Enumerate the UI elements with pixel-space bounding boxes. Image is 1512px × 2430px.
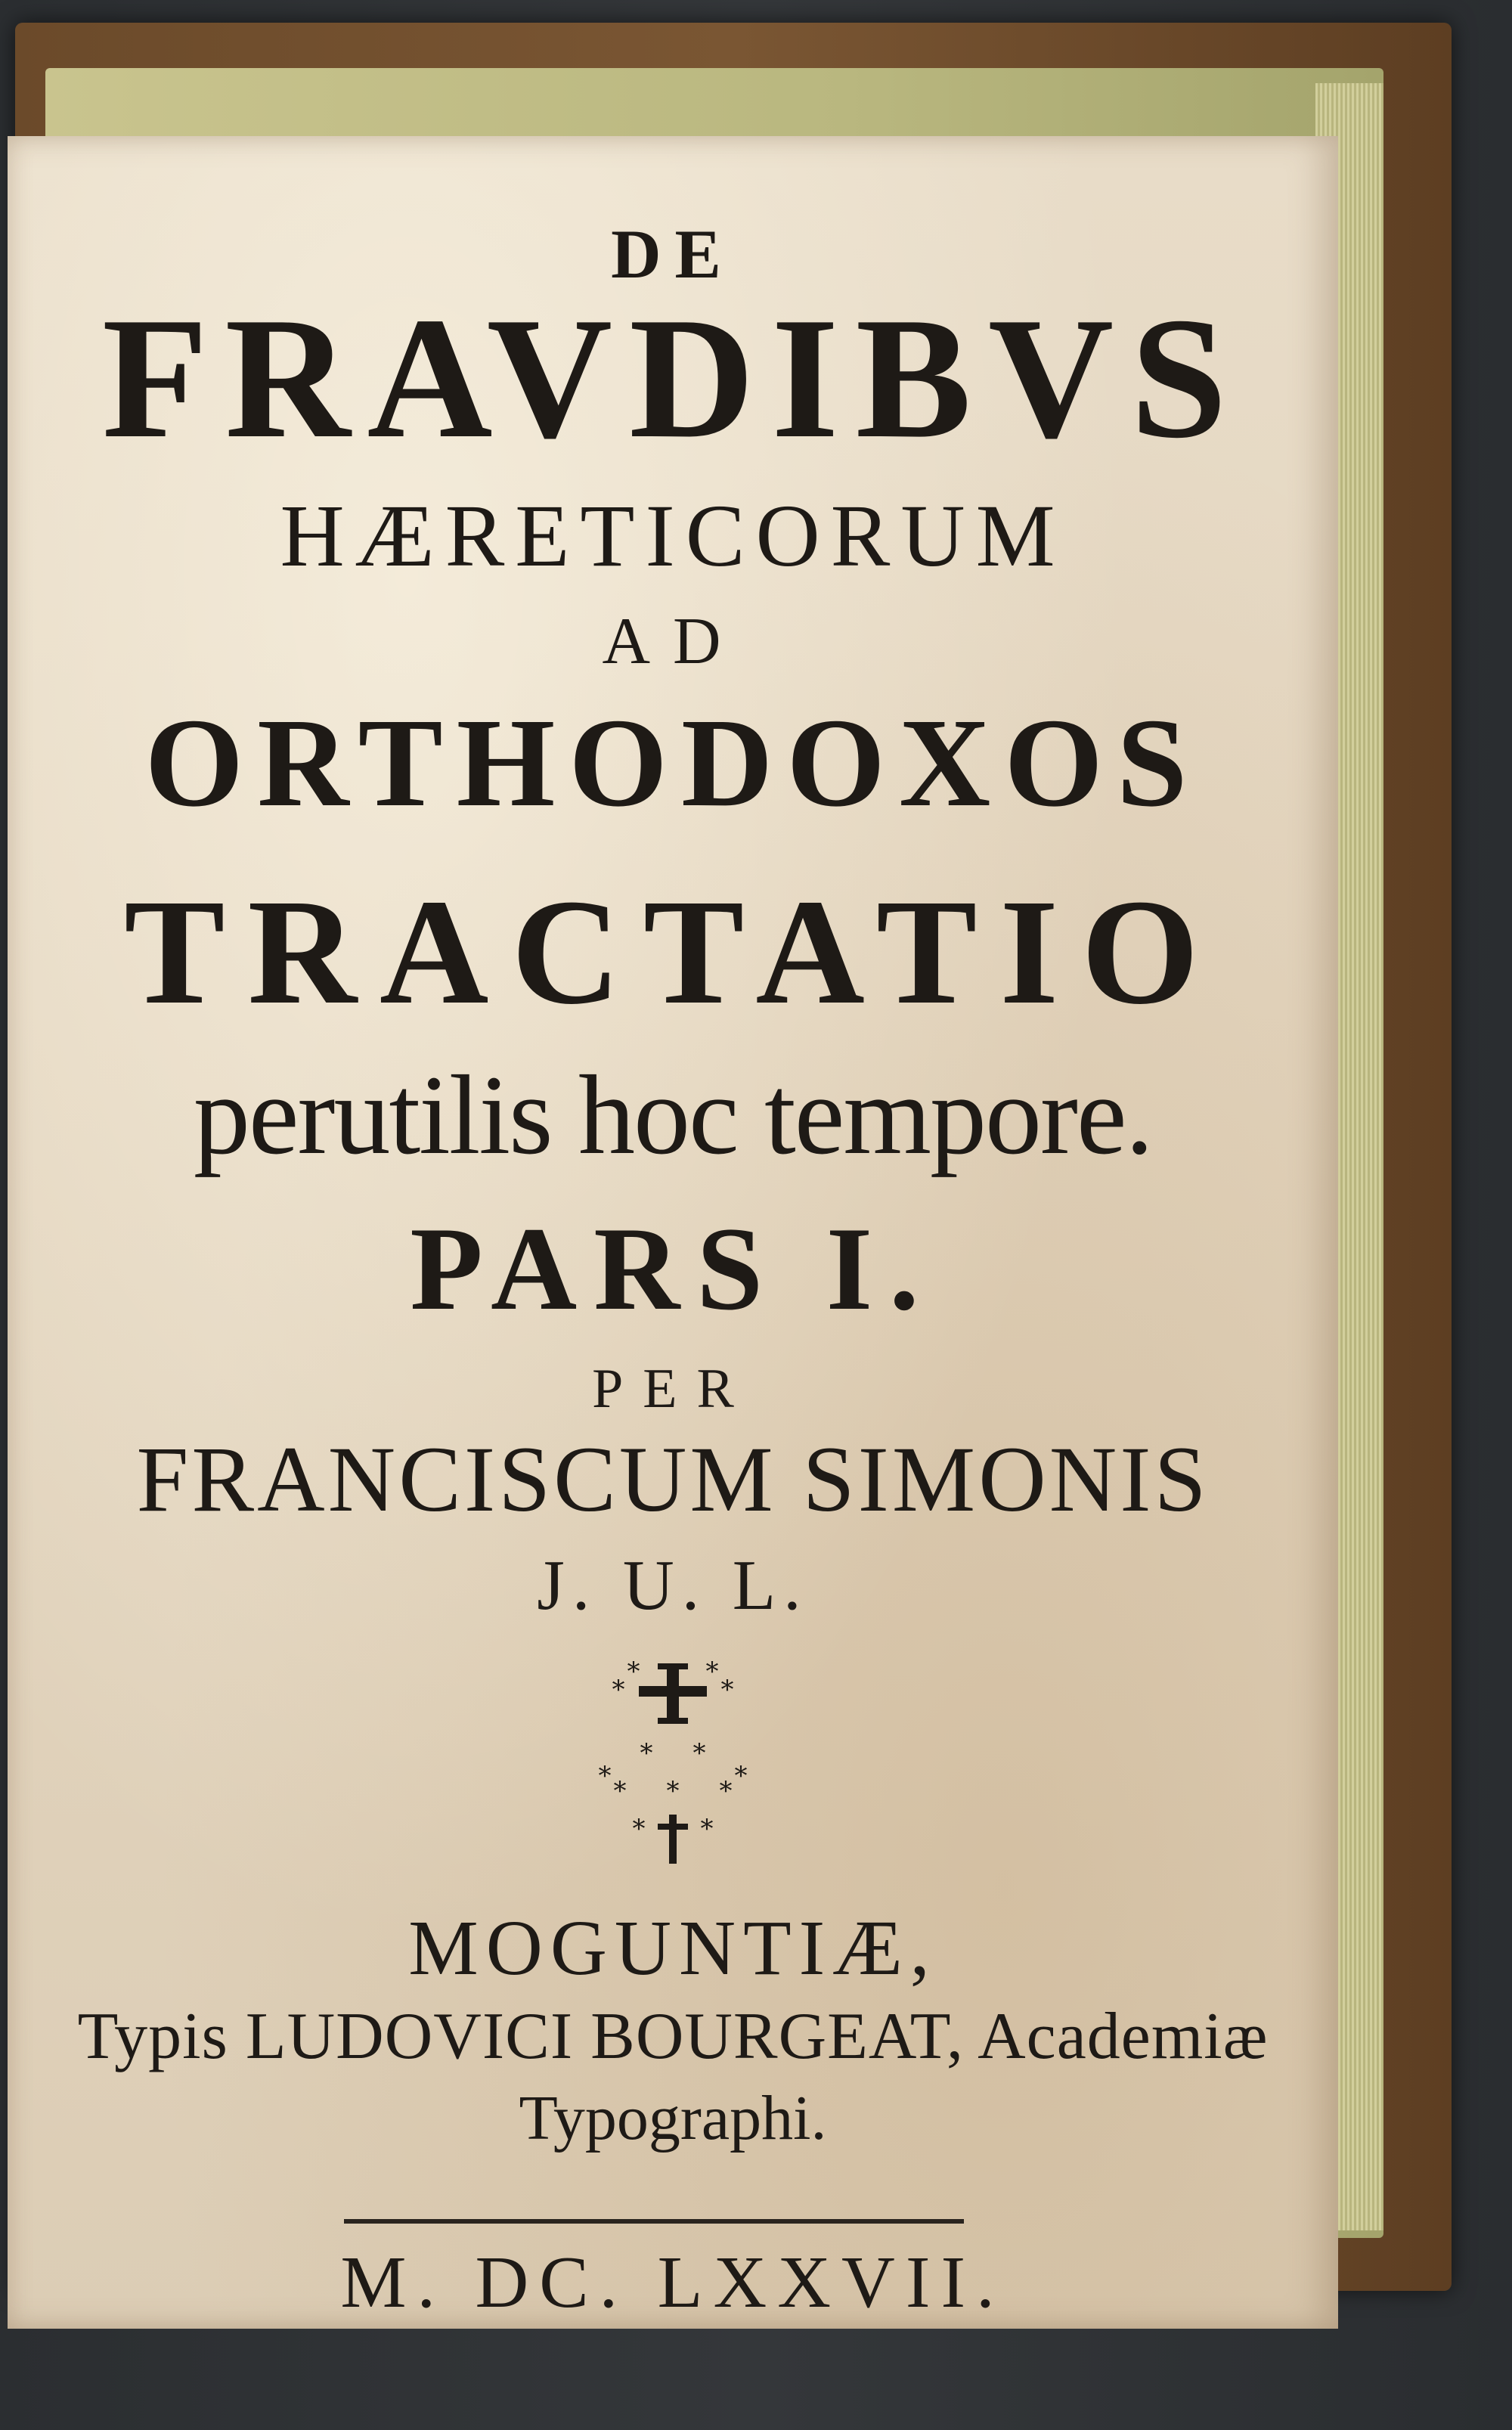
svg-text:*: *	[640, 1738, 653, 1768]
printers-device-ornament-icon	[552, 1656, 794, 1883]
author-degree: J. U. L.	[537, 1546, 809, 1625]
imprint-printer-role: Typographi.	[519, 2083, 827, 2153]
svg-text:*: *	[720, 1675, 734, 1705]
svg-text:*: *	[627, 1657, 640, 1687]
imprint-place: MOGUNTIÆ,	[408, 1905, 937, 1991]
svg-text:*: *	[666, 1776, 680, 1806]
title-line-de: DE	[611, 215, 735, 293]
title-line-orthodoxos: ORTHODOXOS	[144, 693, 1201, 833]
horizontal-rule	[344, 2219, 964, 2224]
svg-text:*: *	[734, 1761, 748, 1791]
svg-text:*: *	[598, 1761, 612, 1791]
author-name: FRANCISCUM SIMONIS	[136, 1427, 1210, 1531]
imprint-year: M. DC. LXXVII.	[340, 2242, 1005, 2323]
svg-text:*: *	[613, 1776, 627, 1806]
title-line-fraudibus: FRAVDIBVS	[101, 281, 1244, 474]
title-line-tractatio: TRACTATIO	[124, 869, 1222, 1036]
title-line-ad: AD	[602, 605, 744, 678]
author-prefix: PER	[592, 1358, 754, 1420]
svg-text:*: *	[705, 1657, 719, 1687]
imprint-printer: Typis LUDOVICI BOURGEAT, Academiæ	[77, 2000, 1269, 2073]
svg-text:*: *	[700, 1814, 714, 1844]
title-page	[8, 136, 1338, 2329]
svg-text:*: *	[632, 1814, 646, 1844]
title-line-haereticorum: HÆRETICORUM	[280, 486, 1066, 585]
subtitle-line: perutilis hoc tempore.	[193, 1052, 1153, 1178]
part-number: PARS I.	[410, 1203, 936, 1335]
svg-text:*: *	[612, 1675, 625, 1705]
svg-text:*: *	[719, 1776, 733, 1806]
svg-text:*: *	[692, 1738, 706, 1768]
